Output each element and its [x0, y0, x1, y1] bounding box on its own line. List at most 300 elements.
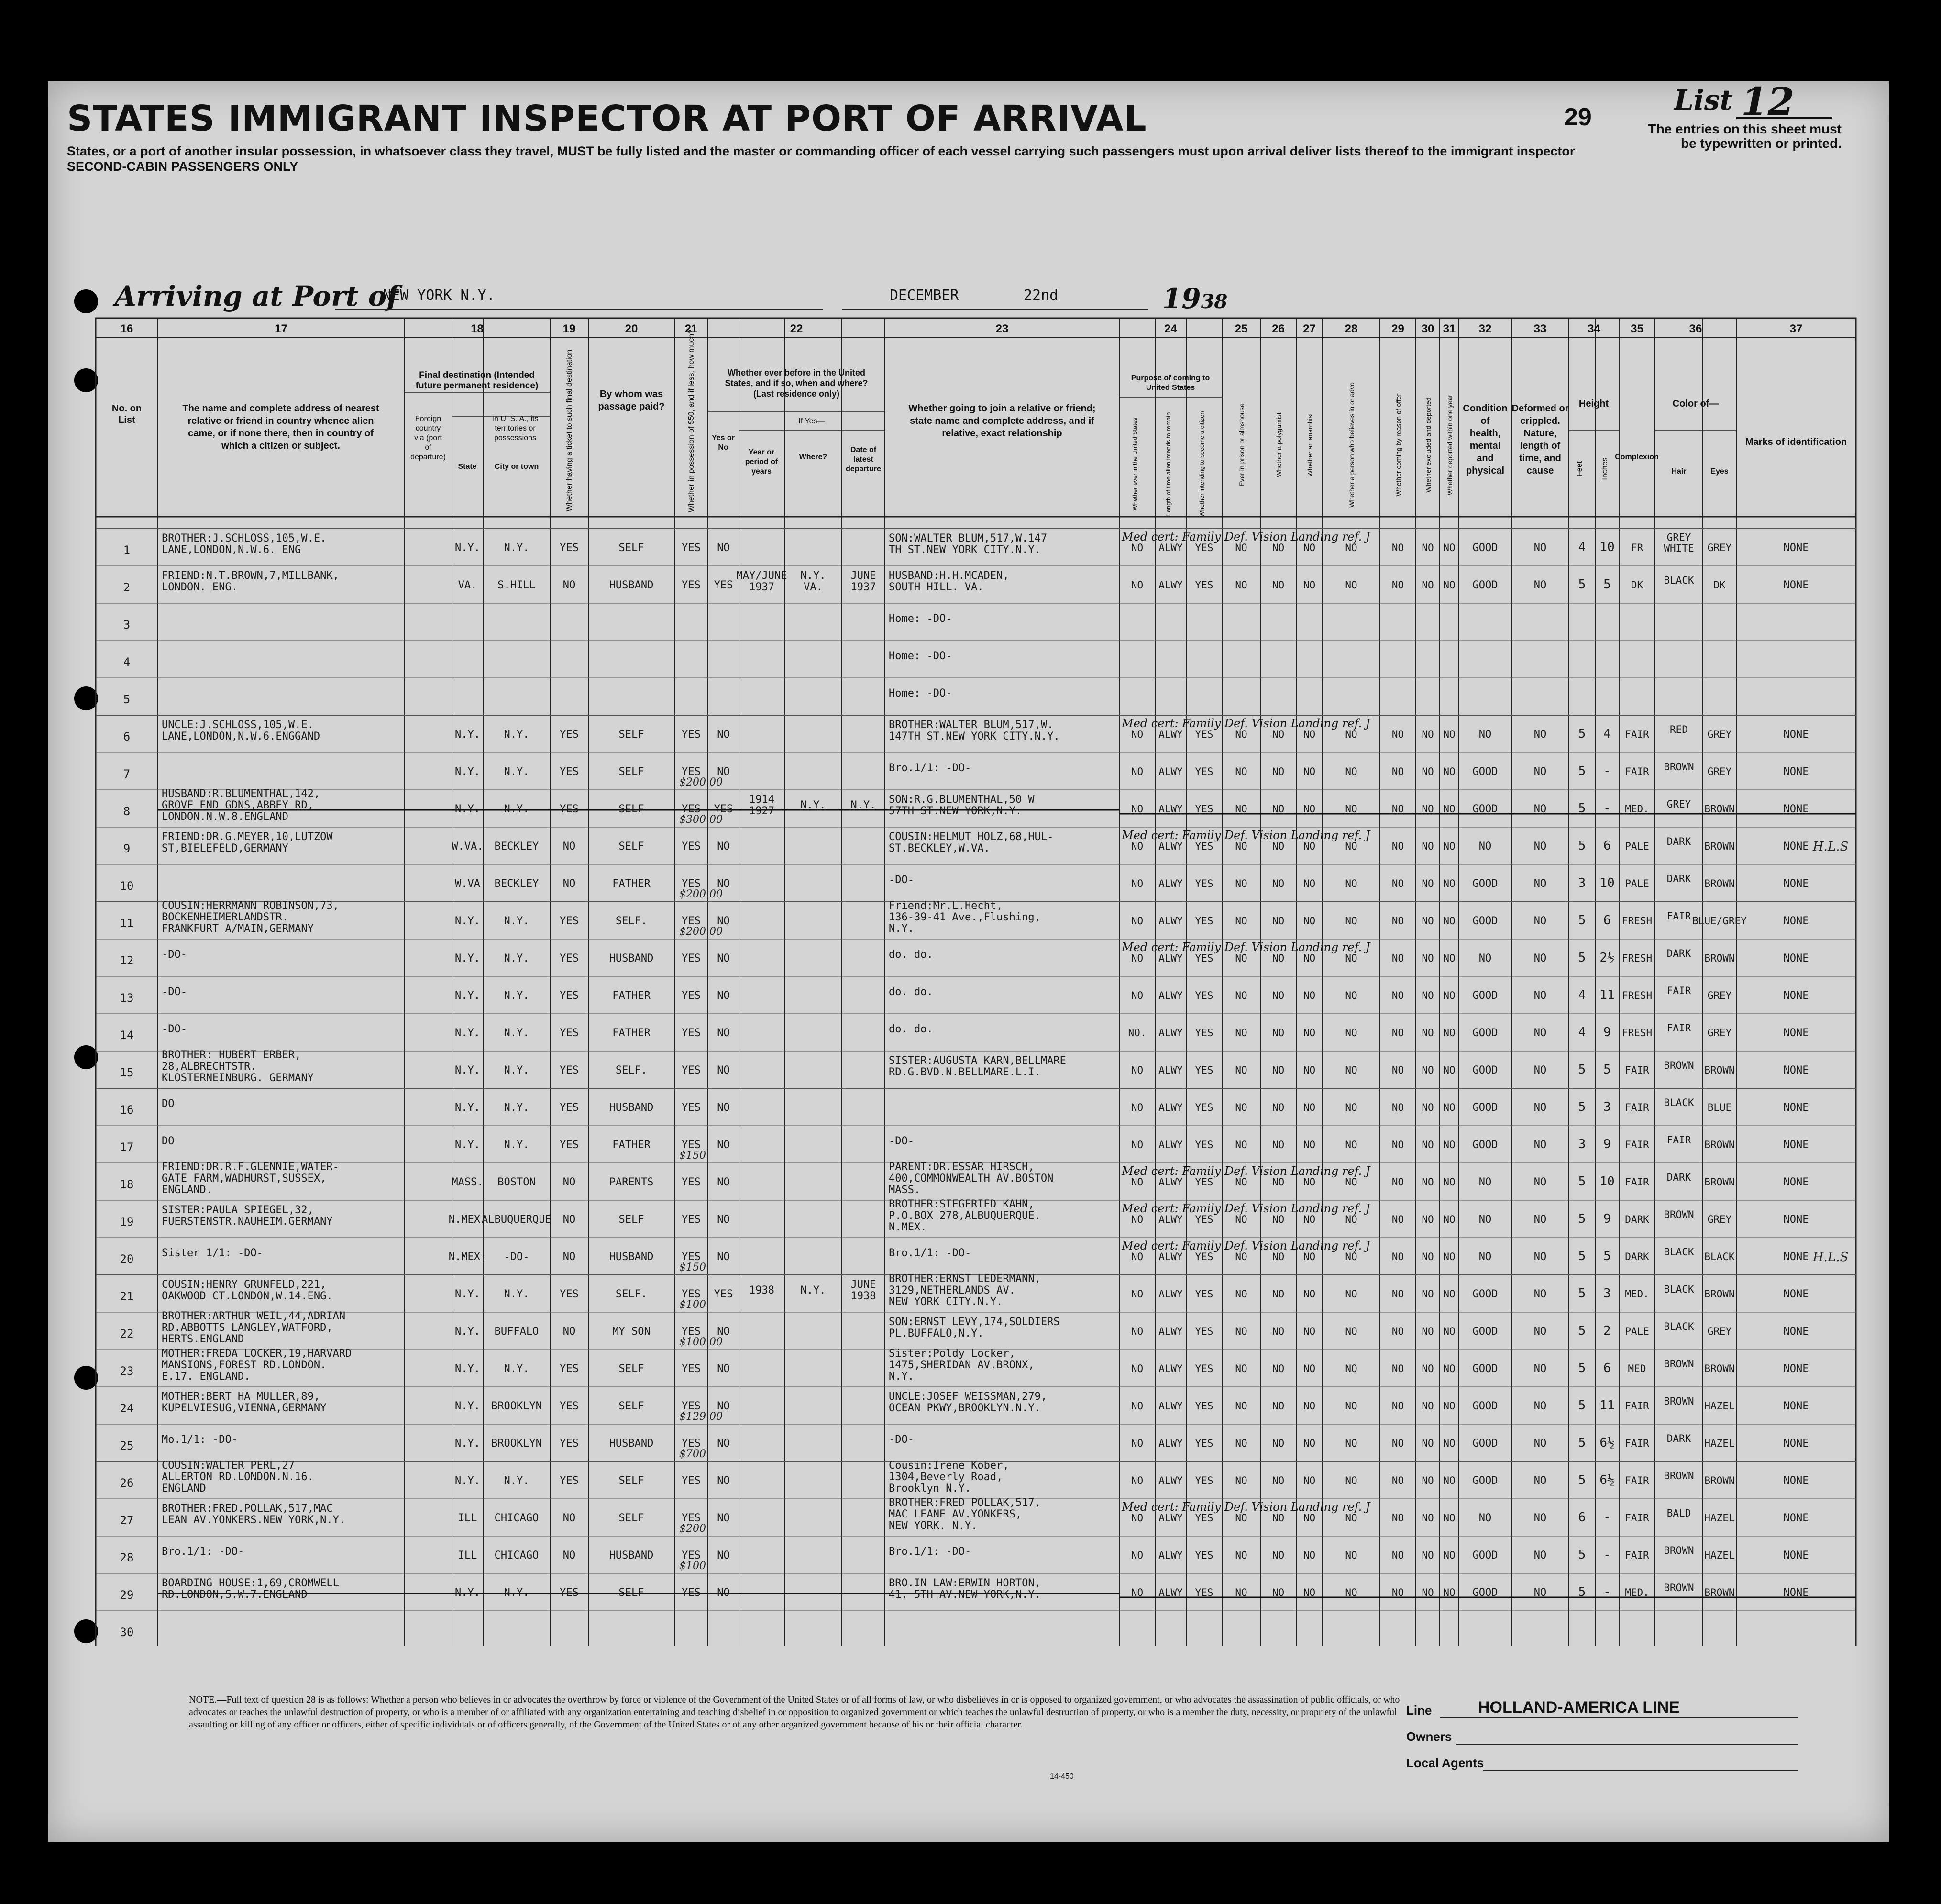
q28-value: NO	[1345, 1139, 1357, 1151]
handwritten-amount: $129.00	[679, 1411, 723, 1423]
health-condition: NO	[1478, 1512, 1492, 1524]
hair-color: FAIR	[1666, 1134, 1691, 1146]
q25-value: NO	[1235, 1102, 1247, 1113]
column-number: 20	[625, 322, 638, 335]
deformed-value: NO	[1533, 841, 1547, 852]
deformed-value: NO	[1533, 579, 1547, 591]
joining-relative: -DO-	[889, 1135, 914, 1147]
q30-value: NO	[1422, 1064, 1434, 1076]
destination-state: N.Y.	[455, 1288, 480, 1300]
deformed-value: NO	[1533, 1550, 1547, 1561]
column-number: 23	[995, 322, 1009, 335]
q29-value: NO	[1391, 542, 1404, 553]
money-value: YES	[682, 1326, 701, 1338]
q27-value: NO	[1303, 1438, 1316, 1449]
column-title: Whether in possession of $50, and if less, how much?	[687, 329, 695, 513]
q25-value: NO	[1235, 1139, 1247, 1151]
previously-in-us: YES	[714, 1288, 733, 1300]
q30-value: NO	[1422, 915, 1434, 927]
year-suffix: 38	[1201, 290, 1228, 313]
destination-city: -DO-	[504, 1251, 529, 1263]
line-label: Line	[1406, 1703, 1432, 1717]
column-number: 19	[562, 322, 576, 335]
joining-relative: Home: -DO-	[889, 687, 952, 699]
passage-paid-by: HUSBAND	[609, 1251, 654, 1263]
joining-relative: BROTHER:WALTER BLUM,517,W. 147TH ST.NEW YORK CITY.N.Y.	[889, 719, 1060, 742]
year-value	[1162, 282, 1227, 315]
height-feet: 5	[1578, 1585, 1586, 1599]
health-condition: GOOD	[1472, 878, 1498, 890]
health-condition: NO	[1478, 1214, 1492, 1226]
health-condition: GOOD	[1472, 1400, 1498, 1412]
health-condition: NO	[1478, 1176, 1492, 1188]
q25-value: NO	[1235, 1288, 1247, 1300]
destination-city: N.Y.	[504, 1139, 529, 1151]
q27-value: NO	[1303, 542, 1316, 553]
q27-value: NO	[1303, 579, 1316, 591]
column-subtitle: Year or period of years	[745, 448, 778, 476]
ticket-value: YES	[560, 1288, 579, 1300]
entries-note: The entries on this sheet must be typewritten or printed.	[1648, 122, 1842, 151]
identification-marks: NONE	[1783, 841, 1809, 852]
column-title: Ever in prison or almshouse	[1238, 403, 1246, 487]
q29-value: NO	[1391, 915, 1404, 927]
stay-length: ALWY	[1158, 1438, 1183, 1449]
ticket-value: YES	[560, 1139, 579, 1151]
q27-value: NO	[1303, 841, 1316, 852]
q31-value: NO	[1443, 1438, 1456, 1449]
health-condition: GOOD	[1472, 766, 1498, 778]
ticket-value: YES	[560, 952, 579, 964]
eye-color: GREY	[1707, 1326, 1732, 1337]
eye-color: GREY	[1707, 990, 1732, 1001]
hair-color: FAIR	[1666, 910, 1691, 922]
relative-address: FRIEND:DR.G.MEYER,10,LUTZOW ST,BIELEFELD,GERMANY	[162, 831, 333, 854]
destination-city: BECKLEY	[494, 841, 539, 852]
previously-in-us: NO	[717, 1438, 730, 1450]
purpose-value: NO	[1131, 990, 1144, 1001]
q25-value: NO	[1235, 1064, 1247, 1076]
money-value: YES	[682, 1288, 701, 1300]
hair-color: RED	[1670, 724, 1688, 735]
destination-state: N.Y.	[455, 542, 480, 554]
height-inches: -	[1603, 801, 1611, 816]
deformed-value: NO	[1533, 1251, 1547, 1263]
stay-length: ALWY	[1158, 803, 1183, 815]
q28-value: NO	[1345, 1102, 1357, 1113]
relative-address: COUSIN:HERRMANN ROBINSON,73, BOCKENHEIMERLANDSTR. FRANKFURT A/MAIN,GERMANY	[162, 900, 339, 935]
q29-value: NO	[1391, 766, 1404, 777]
ticket-value: YES	[560, 1064, 579, 1076]
q25-value: NO	[1235, 841, 1247, 852]
relative-address: COUSIN:WALTER PERL,27 ALLERTON RD.LONDON.N.16. ENGLAND	[162, 1460, 314, 1494]
q31-value: NO	[1443, 803, 1456, 815]
eye-color: BROWN	[1704, 1475, 1735, 1486]
ticket-value: YES	[560, 915, 579, 927]
q25-value: NO	[1235, 1587, 1247, 1598]
eye-color: BLUE/GREY	[1692, 915, 1747, 927]
complexion-value: FAIR	[1625, 1438, 1649, 1449]
height-feet: 5	[1578, 839, 1586, 853]
destination-city: N.Y.	[504, 990, 529, 1002]
relative-address: BROTHER: HUBERT ERBER, 28,ALBRECHTSTR. KLOSTERNEINBURG. GERMANY	[162, 1049, 314, 1084]
q28-value: NO	[1345, 1288, 1357, 1300]
identification-marks: NONE	[1783, 1587, 1809, 1599]
destination-state: N.Y.	[455, 1326, 480, 1338]
relative-address: -DO-	[162, 986, 187, 998]
height-feet: 5	[1578, 1398, 1586, 1413]
relative-address: Mo.1/1: -DO-	[162, 1434, 238, 1446]
destination-city: BOSTON	[497, 1176, 536, 1188]
q26-value: NO	[1272, 542, 1285, 553]
resident-value: YES	[1195, 1214, 1213, 1225]
eye-color: GREY	[1707, 766, 1732, 777]
relative-address: FRIEND:DR.R.F.GLENNIE,WATER-GATE FARM,WADHURST,SUSSEX, ENGLAND.	[162, 1161, 339, 1196]
health-condition: GOOD	[1472, 1363, 1498, 1375]
destination-city: N.Y.	[504, 1027, 529, 1039]
destination-city: CHICAGO	[494, 1550, 539, 1561]
q25-value: NO	[1235, 579, 1247, 591]
q30-value: NO	[1422, 1139, 1434, 1151]
row-number: 28	[120, 1551, 134, 1564]
passage-paid-by: HUSBAND	[609, 1102, 654, 1114]
height-inches: 9	[1603, 1025, 1611, 1040]
q30-value: NO	[1422, 1288, 1434, 1300]
joining-relative: Home: -DO-	[889, 650, 952, 662]
q26-value: NO	[1272, 990, 1285, 1001]
q25-value: NO	[1235, 1400, 1247, 1412]
row-number: 8	[123, 805, 131, 818]
destination-state: N.Y.	[455, 1102, 480, 1114]
purpose-value: NO	[1131, 729, 1144, 740]
hair-color: BROWN	[1664, 1395, 1694, 1407]
q28-value: NO	[1345, 1251, 1357, 1262]
ticket-value: NO	[562, 1176, 576, 1188]
joining-relative: -DO-	[889, 874, 914, 886]
row-number: 25	[120, 1439, 134, 1452]
deformed-value: NO	[1533, 878, 1547, 890]
resident-value: YES	[1195, 1326, 1213, 1337]
q26-value: NO	[1272, 1139, 1285, 1151]
identification-marks: NONE	[1783, 542, 1809, 554]
height-inches: 9	[1603, 1212, 1611, 1226]
q29-value: NO	[1391, 878, 1404, 889]
column-number: 16	[120, 322, 133, 335]
resident-value: YES	[1195, 915, 1213, 927]
q28-value: NO	[1345, 729, 1357, 740]
height-feet: 5	[1578, 1548, 1586, 1562]
q28-value: NO	[1345, 1064, 1357, 1076]
handwritten-annotation: Med cert: Family Def. Vision Landing ref. J	[1122, 530, 1370, 543]
row-number: 12	[120, 954, 134, 967]
complexion-value: FAIR	[1625, 1176, 1649, 1188]
passage-paid-by: FATHER	[612, 990, 651, 1002]
column-subtitle: If Yes—	[798, 417, 825, 425]
height-feet: 5	[1578, 1174, 1586, 1189]
column-title: Condition of health, mental and physical	[1463, 403, 1508, 476]
destination-city: N.Y.	[504, 1475, 529, 1487]
purpose-value: NO	[1131, 1064, 1144, 1076]
q28-value: NO	[1345, 1512, 1357, 1524]
purpose-value: NO	[1131, 579, 1144, 591]
previously-in-us: NO	[717, 1064, 730, 1076]
previous-departure: JUNE 1937	[850, 570, 876, 593]
height-feet: 5	[1578, 1249, 1586, 1263]
destination-state: N.Y.	[455, 1475, 480, 1487]
health-condition: GOOD	[1472, 990, 1498, 1002]
hair-color: DARK	[1666, 1433, 1691, 1444]
handwritten-annotation: Med cert: Family Def. Vision Landing ref. J	[1122, 1500, 1370, 1514]
stay-length: ALWY	[1158, 579, 1183, 591]
resident-value: YES	[1195, 841, 1213, 852]
hair-color: FAIR	[1666, 1022, 1691, 1034]
joining-relative: BRO.IN LAW:ERWIN HORTON, 41, 5TH AV.NEW YORK,N.Y.	[889, 1577, 1041, 1601]
money-value: YES	[682, 579, 701, 591]
q26-value: NO	[1272, 1512, 1285, 1524]
q31-value: NO	[1443, 1251, 1456, 1262]
q29-value: NO	[1391, 952, 1404, 964]
q29-value: NO	[1391, 729, 1404, 740]
eye-color: HAZEL	[1704, 1550, 1735, 1561]
column-title: Whether a polygamist	[1275, 412, 1283, 477]
column-number: 28	[1345, 322, 1358, 335]
destination-city: N.Y.	[504, 803, 529, 815]
ticket-value: YES	[560, 1587, 579, 1599]
q26-value: NO	[1272, 915, 1285, 927]
height-feet: 5	[1578, 1063, 1586, 1077]
owners-underline	[1456, 1744, 1798, 1745]
column-subtitle: State	[458, 463, 477, 471]
resident-value: YES	[1195, 1400, 1213, 1412]
identification-marks: NONE	[1783, 1438, 1809, 1450]
q28-value: NO	[1345, 878, 1357, 889]
hair-color: BLACK	[1664, 1097, 1694, 1108]
row-number: 5	[123, 693, 131, 706]
money-value: YES	[682, 1512, 701, 1524]
column-title: Complexion	[1615, 453, 1659, 461]
handwritten-amount: $200	[679, 1523, 706, 1535]
destination-state: N.Y.	[455, 990, 480, 1002]
q26-value: NO	[1272, 729, 1285, 740]
stay-length: ALWY	[1158, 841, 1183, 852]
q27-value: NO	[1303, 990, 1316, 1001]
q28-value: NO	[1345, 803, 1357, 815]
deformed-value: NO	[1533, 766, 1547, 778]
money-value: YES	[682, 990, 701, 1002]
purpose-value: NO	[1131, 1102, 1144, 1113]
row-number: 16	[120, 1103, 134, 1117]
identification-marks: NONE	[1783, 1027, 1809, 1039]
destination-city: N.Y.	[504, 1587, 529, 1599]
previously-in-us: NO	[717, 1214, 730, 1226]
complexion-value: FAIR	[1625, 1475, 1649, 1486]
height-inches: 11	[1599, 1398, 1615, 1413]
q27-value: NO	[1303, 952, 1316, 964]
ticket-value: YES	[560, 542, 579, 554]
height-feet: 3	[1578, 1137, 1586, 1151]
date-underline	[842, 309, 1148, 310]
row-number: 7	[123, 767, 131, 781]
joining-relative: Sister:Poldy Locker, 1475,SHERIDAN AV.BRONX, N.Y.	[889, 1348, 1035, 1383]
q27-value: NO	[1303, 1102, 1316, 1113]
deformed-value: NO	[1533, 729, 1547, 741]
q31-value: NO	[1443, 1587, 1456, 1598]
q30-value: NO	[1422, 1363, 1434, 1374]
height-inches: 4	[1603, 727, 1611, 741]
money-value: YES	[682, 1102, 701, 1114]
q29-value: NO	[1391, 1102, 1404, 1113]
complexion-value: FAIR	[1625, 1139, 1649, 1151]
ticket-value: YES	[560, 729, 579, 741]
previously-in-us: YES	[714, 579, 733, 591]
q28-value: NO	[1345, 1475, 1357, 1486]
height-inches: 2½	[1599, 951, 1615, 965]
column-subtitle: Whether ever in the United States	[1131, 417, 1138, 511]
resident-value: YES	[1195, 1102, 1213, 1113]
q30-value: NO	[1422, 803, 1434, 815]
q27-value: NO	[1303, 1214, 1316, 1225]
relative-address: FRIEND:N.T.BROWN,7,MILLBANK, LONDON. ENG.	[162, 570, 339, 593]
hair-color: DARK	[1666, 836, 1691, 847]
passage-paid-by: SELF.	[615, 915, 648, 927]
column-subtitle: Foreign country via (port of departure)	[410, 415, 446, 461]
stay-length: ALWY	[1158, 952, 1183, 964]
column-subtitle: Hair	[1671, 467, 1687, 476]
height-feet: 5	[1578, 1286, 1586, 1301]
q25-value: NO	[1235, 1475, 1247, 1486]
destination-state: N.Y.	[455, 1139, 480, 1151]
q25-value: NO	[1235, 1214, 1247, 1225]
column-number: 32	[1478, 322, 1492, 335]
q30-value: NO	[1422, 1550, 1434, 1561]
joining-relative: -DO-	[889, 1434, 914, 1446]
q31-value: NO	[1443, 1326, 1456, 1337]
purpose-value: NO	[1131, 1438, 1144, 1449]
handwritten-amount: $150	[679, 1262, 706, 1273]
height-inches: 11	[1599, 988, 1615, 1002]
deformed-value: NO	[1533, 1176, 1547, 1188]
identification-marks: NONE	[1783, 579, 1809, 591]
health-condition: GOOD	[1472, 915, 1498, 927]
passage-paid-by: SELF.	[615, 1288, 648, 1300]
passage-paid-by: SELF	[618, 542, 644, 554]
resident-value: YES	[1195, 1363, 1213, 1374]
resident-value: YES	[1195, 729, 1213, 740]
stay-length: ALWY	[1158, 729, 1183, 740]
q25-value: NO	[1235, 542, 1247, 553]
health-condition: GOOD	[1472, 1438, 1498, 1450]
q30-value: NO	[1422, 952, 1434, 964]
hair-color: BROWN	[1664, 1209, 1694, 1220]
relative-address: DO	[162, 1098, 175, 1110]
column-title: No. on List	[111, 403, 142, 425]
q25-value: NO	[1235, 1512, 1247, 1524]
destination-state: N.Y.	[455, 803, 480, 815]
q27-value: NO	[1303, 766, 1316, 777]
ticket-value: YES	[560, 1438, 579, 1450]
health-condition: GOOD	[1472, 1027, 1498, 1039]
complexion-value: PALE	[1625, 878, 1649, 889]
purpose-value: NO	[1131, 1288, 1144, 1300]
deformed-value: NO	[1533, 1438, 1547, 1450]
local-agents-label: Local Agents	[1406, 1756, 1484, 1770]
complexion-value: DARK	[1625, 1251, 1649, 1262]
ticket-value: YES	[560, 1102, 579, 1114]
joining-relative: do. do.	[889, 949, 933, 961]
hair-color: BLACK	[1664, 575, 1694, 586]
previously-in-us: NO	[717, 542, 730, 554]
stay-length: ALWY	[1158, 1027, 1183, 1039]
row-number: 30	[120, 1626, 134, 1639]
height-inches: 6½	[1599, 1436, 1615, 1450]
ticket-value: NO	[562, 1512, 576, 1524]
deformed-value: NO	[1533, 1326, 1547, 1338]
relative-address: MOTHER:BERT HA MULLER,89, KUPELVIESUG,VIENNA,GERMANY	[162, 1391, 327, 1414]
height-feet: 5	[1578, 1212, 1586, 1226]
eye-color: BLUE	[1707, 1102, 1732, 1113]
column-number: 30	[1421, 322, 1434, 335]
handwritten-margin-mark: H.L.S	[1813, 1250, 1849, 1264]
health-condition: NO	[1478, 841, 1492, 852]
q28-value: NO	[1345, 990, 1357, 1001]
instructions	[67, 144, 1598, 174]
purpose-value: NO	[1131, 1475, 1144, 1486]
q31-value: NO	[1443, 1027, 1456, 1039]
previously-in-us: NO	[717, 1139, 730, 1151]
deformed-value: NO	[1533, 990, 1547, 1002]
q31-value: NO	[1443, 579, 1456, 591]
ticket-value: YES	[560, 1400, 579, 1412]
purpose-value: NO	[1131, 766, 1144, 777]
q31-value: NO	[1443, 1550, 1456, 1561]
purpose-value: NO	[1131, 1550, 1144, 1561]
height-inches: -	[1603, 1510, 1611, 1525]
identification-marks: NONE	[1783, 1102, 1809, 1114]
list-label: List	[1674, 84, 1733, 116]
identification-marks: NONE	[1783, 952, 1809, 964]
stay-length: ALWY	[1158, 1475, 1183, 1486]
column-title: Marks of identification	[1745, 437, 1847, 447]
column-number: 37	[1789, 322, 1803, 335]
resident-value: YES	[1195, 803, 1213, 815]
hair-color: BROWN	[1664, 1545, 1694, 1556]
column-title: Purpose of coming to United States	[1131, 374, 1210, 392]
height-inches: 9	[1603, 1137, 1611, 1151]
passage-paid-by: HUSBAND	[609, 579, 654, 591]
resident-value: YES	[1195, 766, 1213, 777]
purpose-value: NO	[1131, 878, 1144, 889]
q26-value: NO	[1272, 1400, 1285, 1412]
resident-value: YES	[1195, 1251, 1213, 1262]
q27-value: NO	[1303, 1326, 1316, 1337]
complexion-value: FR	[1631, 542, 1643, 553]
complexion-value: MED	[1628, 1363, 1646, 1374]
complexion-value: MED.	[1625, 1288, 1649, 1300]
health-condition: GOOD	[1472, 1064, 1498, 1076]
identification-marks: NONE	[1783, 1176, 1809, 1188]
q29-value: NO	[1391, 1288, 1404, 1300]
destination-city: N.Y.	[504, 766, 529, 778]
q28-value: NO	[1345, 1363, 1357, 1374]
column-title: Whether having a ticket to such final destination	[565, 349, 573, 512]
agents-underline	[1483, 1770, 1798, 1771]
relative-address: BROTHER:FRED.POLLAK,517,MAC LEAN AV.YONKERS.NEW YORK,N.Y.	[162, 1503, 346, 1526]
q29-value: NO	[1391, 1587, 1404, 1598]
q30-value: NO	[1422, 1326, 1434, 1337]
complexion-value: FAIR	[1625, 766, 1649, 777]
row-number: 21	[120, 1290, 134, 1303]
deformed-value: NO	[1533, 1139, 1547, 1151]
